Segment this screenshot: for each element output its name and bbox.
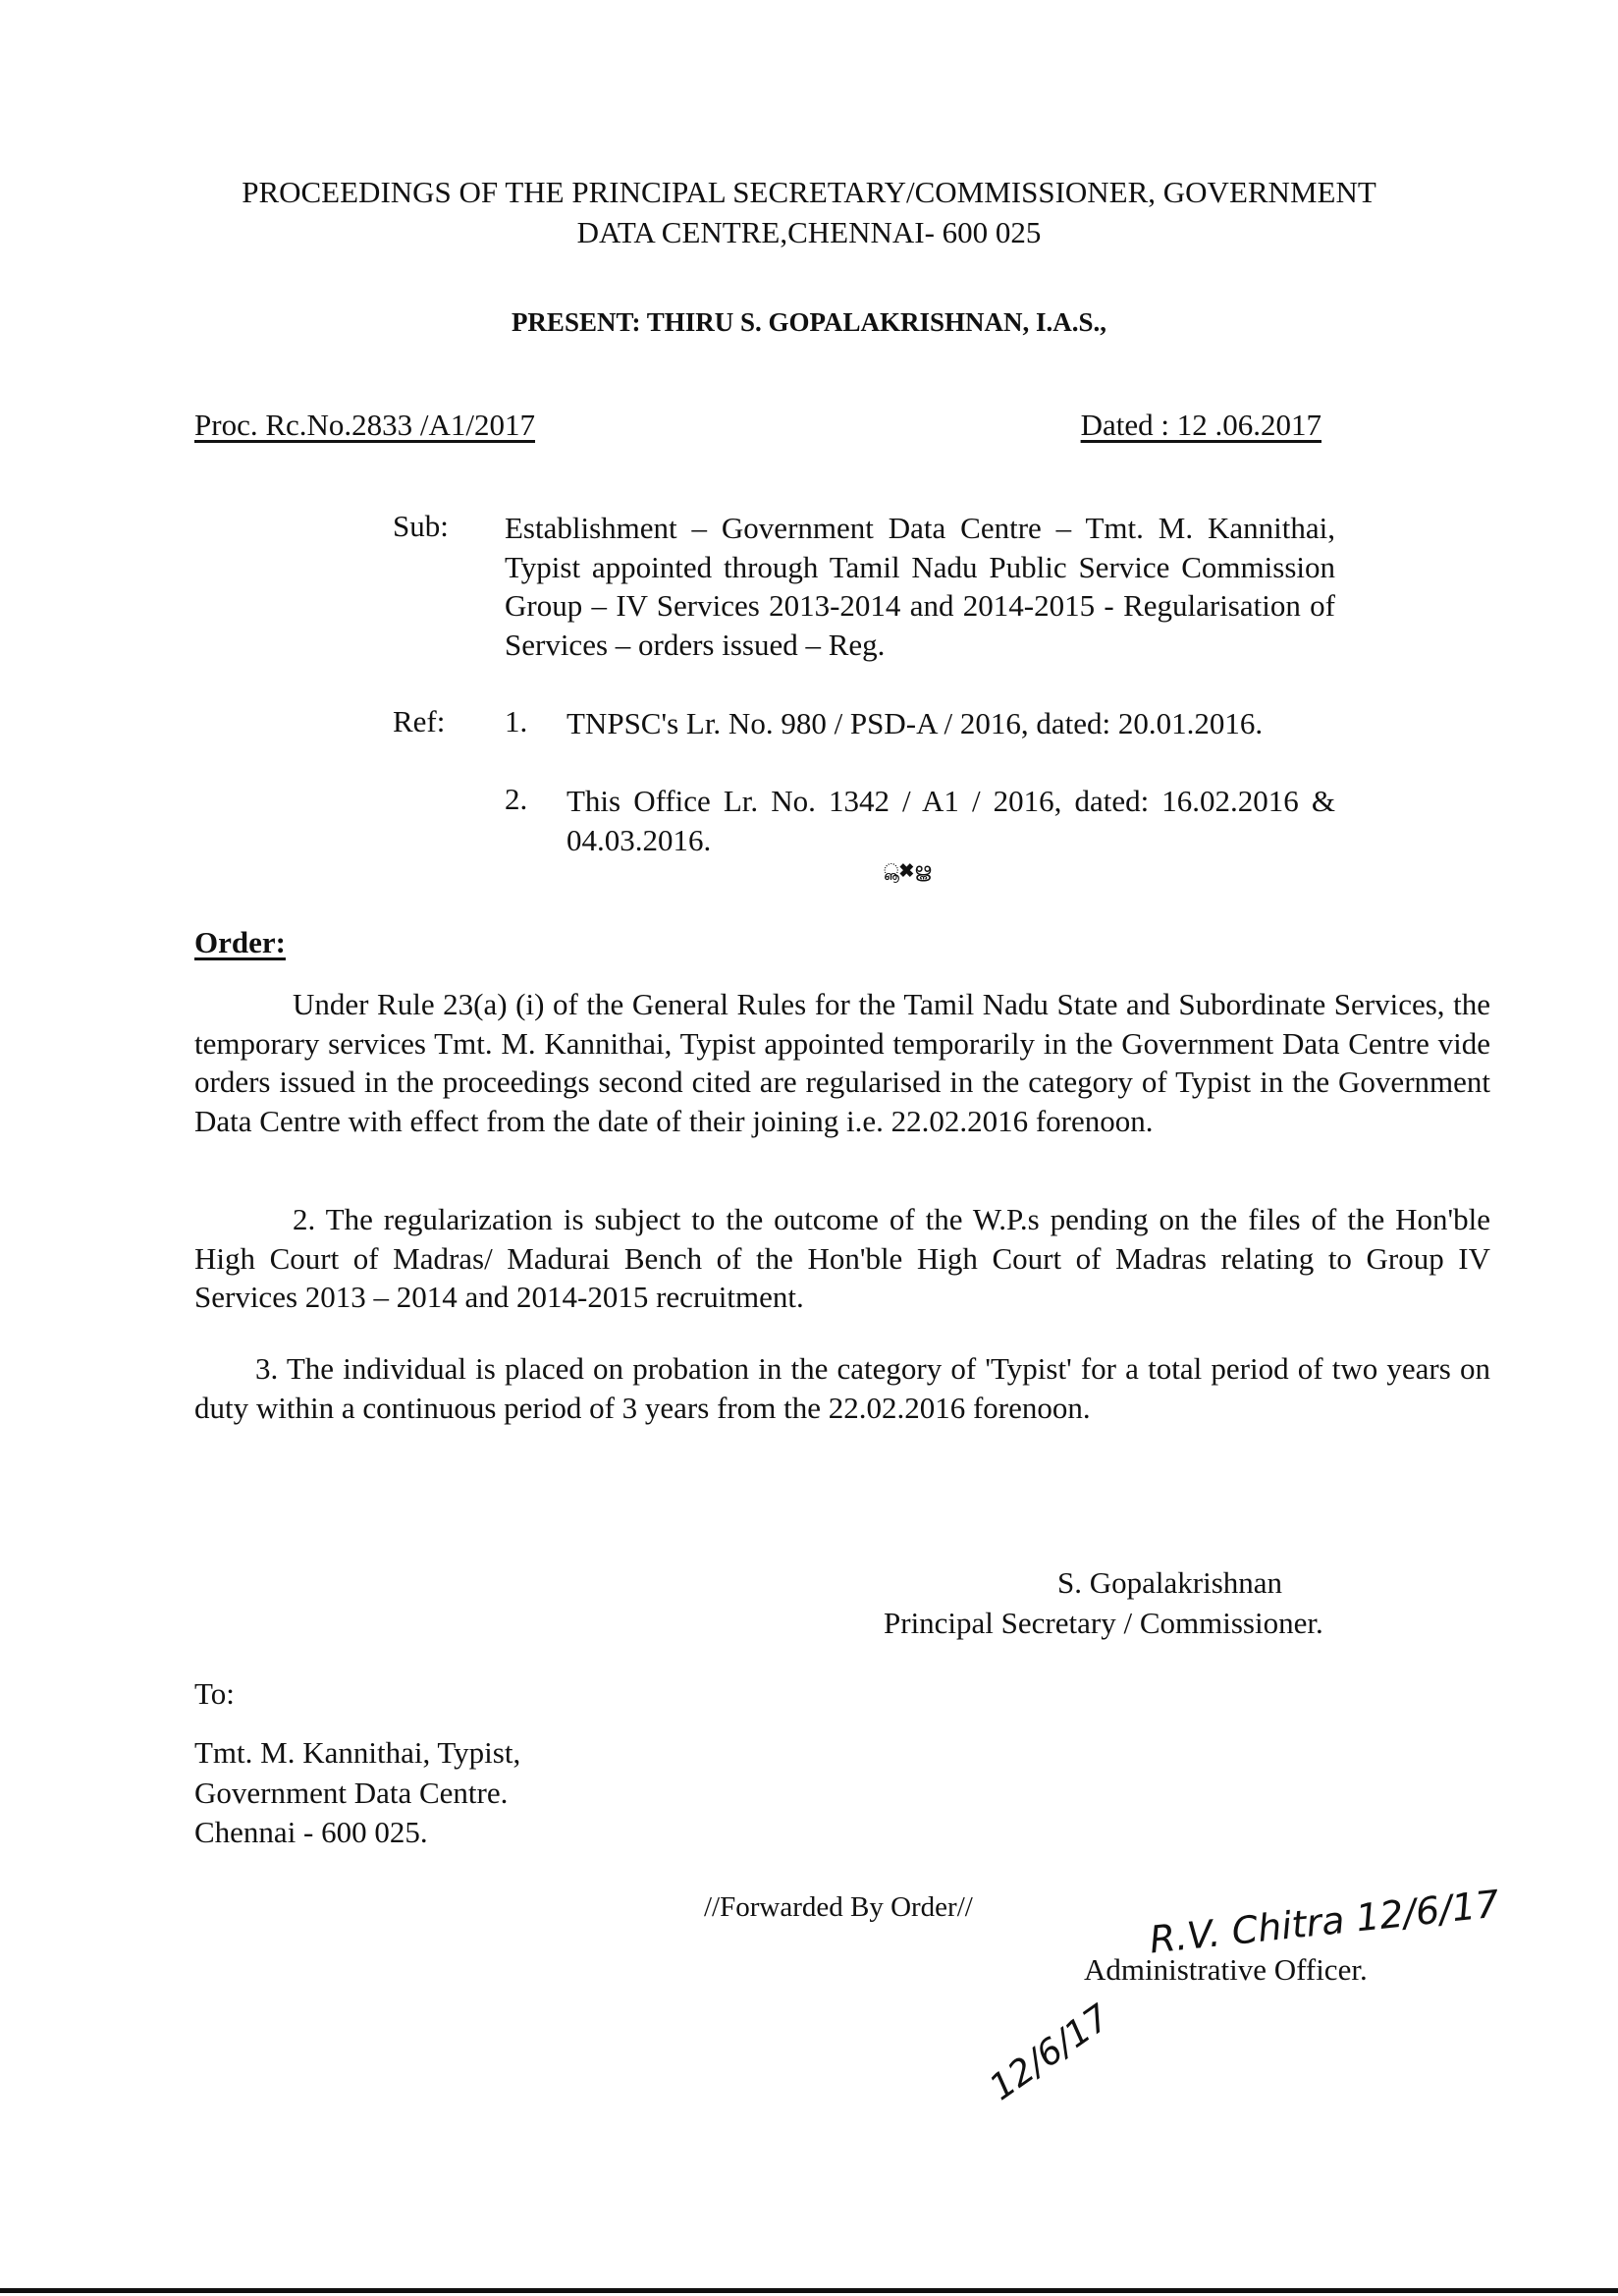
to-label: To: (194, 1676, 235, 1711)
order-paragraph-3: 3. The individual is placed on probation in the category of 'Typist' for a total period of two years on duty within a continuous period of 3 years from the 22.02.2016 forenoon. (194, 1351, 1490, 1425)
handwritten-signature: R.V. Chitra 12/6/17 (1147, 1882, 1502, 1962)
address-line: Government Data Centre. (194, 1775, 509, 1810)
subject-text: Establishment – Government Data Centre – Tmt. M. Kannithai, Typist appointed through Tamil Nadu Public Service Commission Group – IV Services 2013-2014 and 2014-2015 - Regularisation of Services – orders issued – Reg. (505, 511, 1335, 662)
recipient-address (194, 1733, 520, 1853)
address-line: Tmt. M. Kannithai, Typist, (194, 1735, 521, 1770)
proc-number: Proc. Rc.No.2833 /A1/2017 (194, 408, 536, 442)
signatory-name: S. Gopalakrishnan (1057, 1565, 1283, 1600)
page-bottom-border (0, 2288, 1618, 2293)
subject-label: Sub: (393, 509, 449, 543)
order-paragraph-1: Under Rule 23(a) (i) of the General Rules for the Tamil Nadu State and Subordinate Services, the temporary services Tmt. M. Kannithai, Typist appointed temporarily in the Government Data Centre vide orders issued in the proceedings second cited are regularised in the category of Typist in the Government Data Centre with effect from the date of their joining i.e. 22.02.2016 forenoon. (194, 987, 1490, 1138)
initials-signature: 12/6/17 (982, 1996, 1117, 2109)
document-title-line1: PROCEEDINGS OF THE PRINCIPAL SECRETARY/COMMISSIONER, GOVERNMENT (242, 175, 1376, 209)
present-line: PRESENT: THIRU S. GOPALAKRISHNAN, I.A.S., (511, 307, 1107, 337)
forwarded-by-order: //Forwarded By Order// (704, 1891, 973, 1923)
ref-number-2: 2. (505, 782, 528, 816)
ref-item-2: This Office Lr. No. 1342 / A1 / 2016, dated: 16.02.2016 & 04.03.2016. (566, 784, 1335, 857)
ref-item-1: TNPSC's Lr. No. 980 / PSD-A / 2016, dated: 20.01.2016. (566, 706, 1264, 740)
order-paragraph-2: 2. The regularization is subject to the outcome of the W.P.s pending on the files of the Hon'ble High Court of Madras/ Madurai Bench of the Hon'ble High Court of Madras relating to Group IV Services 2013 – 2014 and 2014-2015 recruitment. (194, 1202, 1490, 1314)
ref-label: Ref: (393, 704, 446, 738)
dated: Dated : 12 .06.2017 (1080, 408, 1321, 442)
administrative-officer: Administrative Officer. (1084, 1952, 1368, 1987)
address-line: Chennai - 600 025. (194, 1815, 428, 1849)
signatory-designation: Principal Secretary / Commissioner. (884, 1606, 1323, 1640)
ref-number-1: 1. (505, 704, 528, 738)
order-heading: Order: (194, 925, 286, 959)
document-title-line2: DATA CENTRE,CHENNAI- 600 025 (576, 215, 1042, 249)
ornament-divider: ൣ✖ൠ (883, 860, 932, 882)
